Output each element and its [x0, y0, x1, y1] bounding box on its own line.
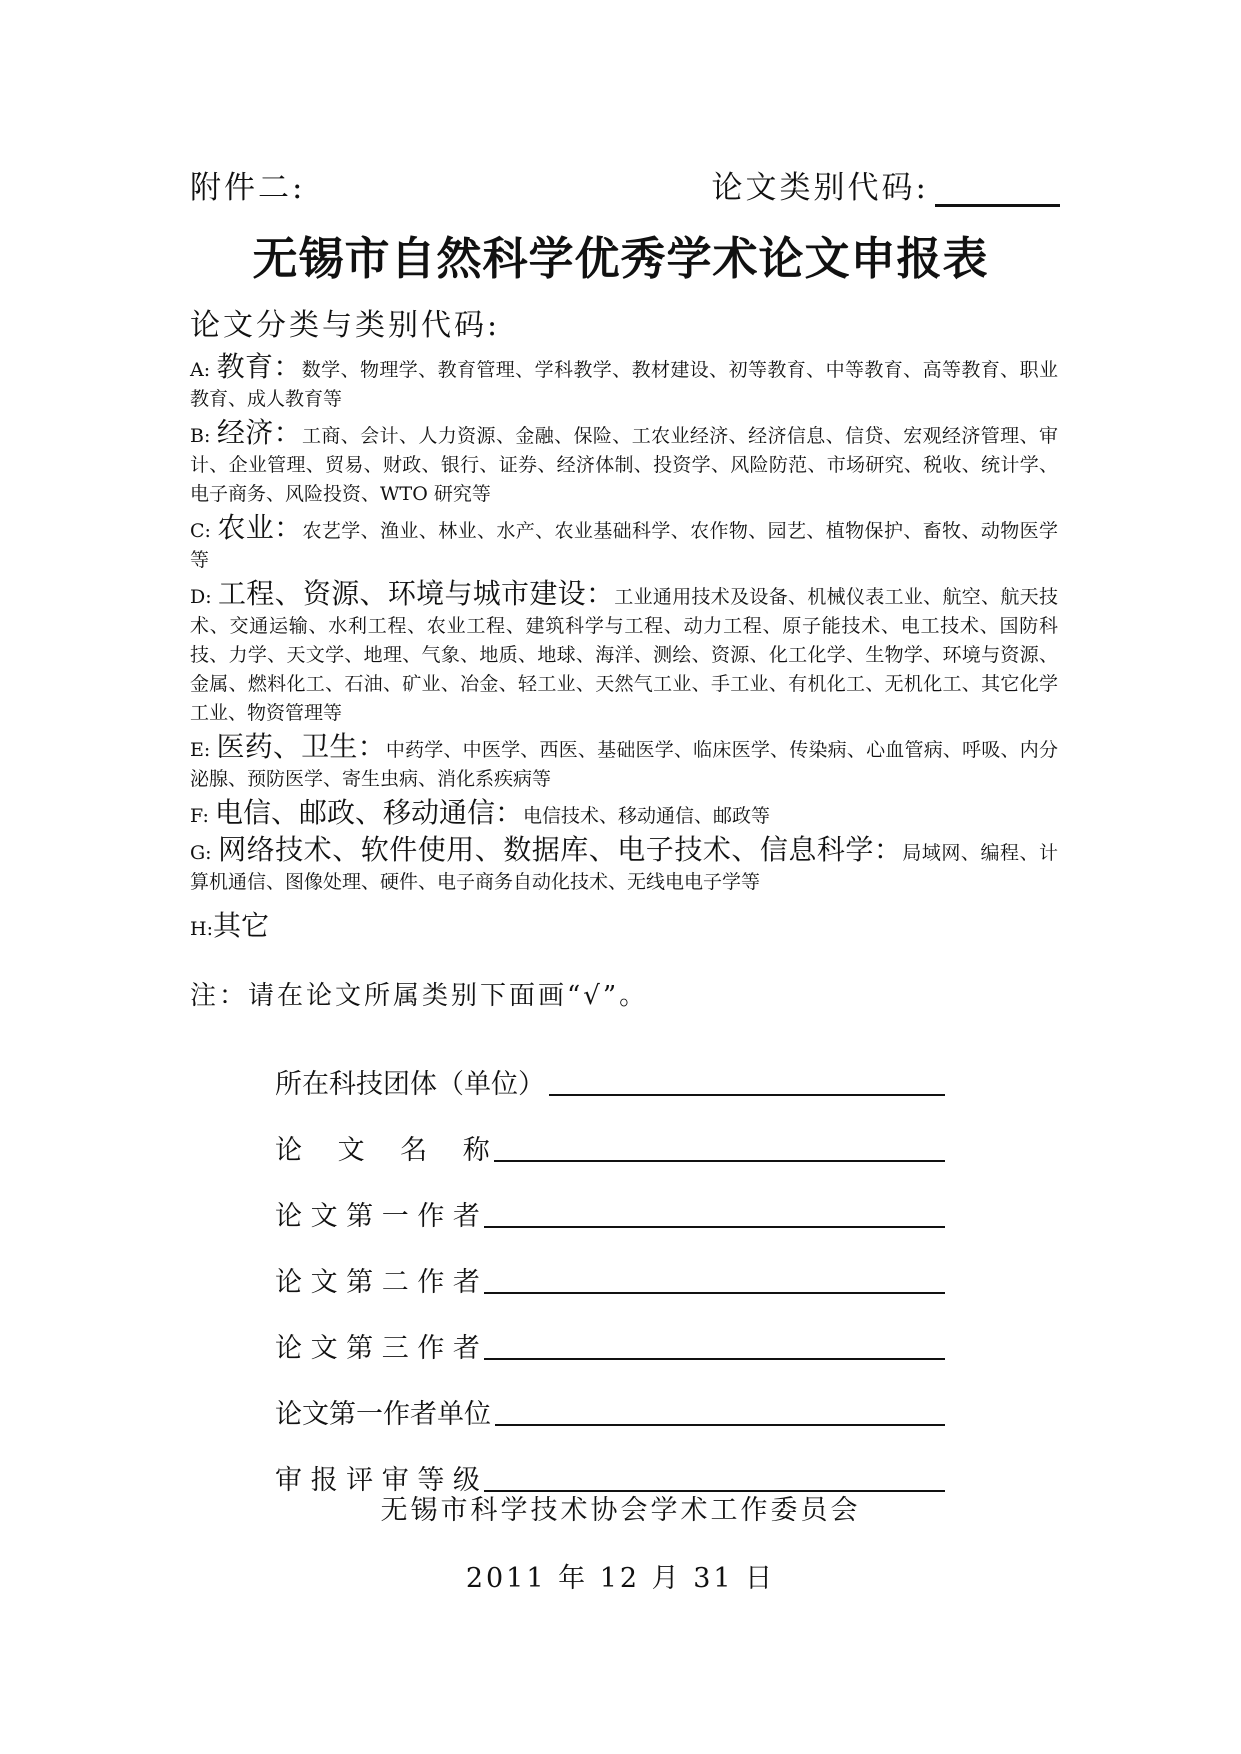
instruction-note: 注：请在论文所属类别下面画“√”。 [190, 981, 649, 1011]
category-letter: F: [190, 805, 209, 827]
category-list [190, 352, 1058, 948]
category-items: 局域网、编程、计算机通信、图像处理、硬件、电子商务自动化技术、无线电电子学等 [190, 842, 1058, 893]
category-items: 数学、物理学、教育管理、学科教学、教材建设、初等教育、中等教育、高等教育、职业教育、成人教育等 [190, 359, 1058, 410]
category-name: 其它 [212, 909, 269, 942]
category-name: 教育： [216, 350, 302, 383]
attachment-label: 附件二: [190, 170, 306, 206]
category-letter: H: [190, 918, 213, 940]
category-letter: G: [190, 842, 212, 864]
page-title: 无锡市自然科学优秀学术论文申报表 [252, 232, 989, 285]
first-author-field[interactable] [484, 1198, 945, 1228]
category-name: 电信、邮政、移动通信： [214, 796, 523, 829]
category-h [190, 911, 1058, 944]
form-row-third-author [275, 1300, 945, 1366]
category-e [190, 732, 1058, 794]
category-letter: D: [190, 586, 212, 608]
form-label: 论 文 第 三 作 者 [275, 1333, 480, 1364]
category-a [190, 352, 1058, 414]
form-row-second-author [275, 1234, 945, 1300]
third-author-field[interactable] [484, 1330, 945, 1360]
form-label: 审 报 评 审 等 级 [275, 1465, 480, 1496]
unit-field[interactable] [549, 1066, 945, 1096]
category-code-field [712, 162, 1060, 207]
form-row-title [275, 1102, 945, 1168]
category-name: 医药、卫生： [216, 730, 386, 763]
category-items: 中药学、中医学、西医、基础医学、临床医学、传染病、心血管病、呼吸、内分泌腺、预防医学、寄生虫病、消化系疾病等 [190, 739, 1058, 790]
category-letter: A: [190, 359, 211, 381]
category-name: 网络技术、软件使用、数据库、电子技术、信息科学： [218, 833, 903, 866]
section-heading: 论文分类与类别代码: [190, 308, 501, 343]
form-row-first-author [275, 1168, 945, 1234]
category-code-blank[interactable] [935, 176, 1060, 207]
second-author-field[interactable] [484, 1264, 945, 1294]
paper-title-field[interactable] [494, 1132, 945, 1162]
issuing-organization: 无锡市科学技术协会学术工作委员会 [380, 1495, 861, 1526]
form-label: 论 文 名 称 [275, 1135, 490, 1166]
category-d [190, 579, 1058, 728]
category-g [190, 835, 1058, 897]
category-letter: E: [190, 739, 211, 761]
category-code-label: 论文类别代码: [711, 170, 929, 206]
category-name: 经济： [216, 416, 302, 449]
category-f [190, 798, 1058, 831]
category-items: 农艺学、渔业、林业、水产、农业基础科学、农作物、园艺、植物保护、畜牧、动物医学等 [190, 520, 1058, 571]
form-label: 所在科技团体（单位） [275, 1069, 545, 1100]
form-row-first-author-unit [275, 1366, 945, 1432]
category-name: 农业： [217, 511, 303, 544]
category-items: 电信技术、移动通信、邮政等 [522, 805, 770, 827]
category-name: 工程、资源、环境与城市建设： [218, 577, 615, 610]
category-b [190, 418, 1058, 509]
header-line [190, 162, 1060, 208]
form-row-unit [275, 1036, 945, 1102]
application-form [275, 1036, 945, 1498]
first-author-unit-field[interactable] [495, 1396, 945, 1426]
form-label: 论文第一作者单位 [275, 1399, 491, 1430]
category-letter: C: [190, 520, 211, 542]
category-items: 工业通用技术及设备、机械仪表工业、航空、航天技术、交通运输、水利工程、农业工程、建筑科学与工程、动力工程、原子能技术、电工技术、国防科技、力学、天文学、地理、气象、地质、地球、海洋、测绘、资源、化工化学、生物学、环境与资源、金属、燃料化工、石油、矿业、冶金、轻工业、天然气工业、手工业、有机化工、无机化工、其它化学工业、物资管理等 [190, 586, 1058, 724]
issue-date: 2011 年 12 月 31 日 [465, 1563, 776, 1594]
category-c [190, 513, 1058, 575]
form-label: 论 文 第 二 作 者 [275, 1267, 480, 1298]
category-items: 工商、会计、人力资源、金融、保险、工农业经济、经济信息、信贷、宏观经济管理、审计、企业管理、贸易、财政、银行、证券、经济体制、投资学、风险防范、市场研究、税收、统计学、电子商务、风险投资、WTO 研究等 [190, 425, 1058, 505]
form-label: 论 文 第 一 作 者 [275, 1201, 480, 1232]
category-letter: B: [190, 425, 211, 447]
